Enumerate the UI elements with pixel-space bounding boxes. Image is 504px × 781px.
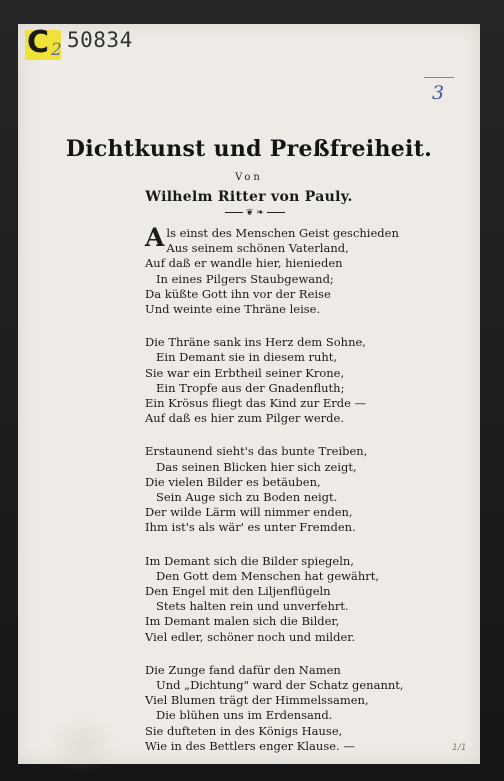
drop-cap: A	[145, 223, 165, 252]
verse-line: Den Gott dem Menschen hat gewährt,	[156, 568, 380, 583]
verse-line: Ihm ist's als wär' es unter Fremden.	[145, 520, 356, 535]
verse-line: Der wilde Lärm will nimmer enden,	[145, 505, 353, 520]
verse-line: Die vielen Bilder es betäuben,	[145, 474, 321, 489]
verse-line: Sie dufteten in des Königs Hause,	[145, 723, 343, 738]
verse-line: ls einst des Menschen Geist geschieden	[166, 226, 399, 240]
page-number: 3	[432, 82, 445, 104]
verse-line: Im Demant sich die Bilder spiegeln,	[145, 553, 354, 568]
verse-line: Ein Krösus fliegt das Kind zur Erde —	[145, 396, 367, 411]
verse-line: Das seinen Blicken hier sich zeigt,	[156, 459, 357, 474]
stanza	[145, 663, 470, 754]
verse-line: Da küßte Gott ihn vor der Reise	[145, 286, 331, 301]
verse-line: Sie war ein Erbtheil seiner Krone,	[145, 365, 345, 380]
verse-line: Die Thräne sank ins Herz dem Sohne,	[145, 335, 366, 350]
verse-line: Ein Tropfe aus der Gnadenfluth;	[156, 380, 345, 395]
verse-line: Ein Demant sie in diesem ruht,	[156, 350, 338, 365]
verse-line: Und weinte eine Thräne leise.	[145, 302, 321, 317]
verse-line: Viel edler, schöner noch und milder.	[145, 629, 356, 644]
archive-mark: 1/1	[452, 743, 467, 753]
author-name: Wilhelm Ritter von Pauly.	[145, 189, 353, 205]
verse-line: Erstaunend sieht's das bunte Treiben,	[145, 444, 368, 459]
paper-stain	[48, 714, 118, 774]
verse-line: Wie in des Bettlers enger Klause. —	[145, 738, 355, 753]
stanza	[145, 223, 470, 317]
verse-line: Aus seinem schönen Vaterland,	[166, 241, 349, 256]
stanza	[145, 335, 470, 426]
verse-line: Die Zunge fand dafür den Namen	[145, 662, 341, 677]
verse-line: In eines Pilgers Staubgewand;	[156, 271, 334, 286]
title-ornament	[200, 207, 310, 219]
shelf-number: 50834	[67, 28, 133, 52]
stanza	[145, 554, 470, 645]
verse-line: Viel Blumen trägt der Himmelssamen,	[145, 693, 369, 708]
document-title: Dichtkunst und Preßfreiheit.	[65, 136, 433, 162]
ornament-line-right	[267, 212, 285, 213]
pencil-dash	[424, 77, 454, 78]
verse-line: Auf daß es hier zum Pilger werde.	[145, 411, 344, 426]
pencil-mark: 2	[51, 40, 62, 60]
verse-line: Und „Dichtung" ward der Schatz genannt,	[156, 678, 404, 693]
verse-line: Den Engel mit den Liljenflügeln	[145, 584, 331, 599]
verse-line: Die blühen uns im Erdensand.	[156, 708, 333, 723]
byline: Von	[235, 172, 263, 183]
verse-line: Stets halten rein und unverfehrt.	[156, 599, 349, 614]
ornament-line-left	[225, 212, 243, 213]
poem-body	[145, 223, 470, 772]
verse-line: Auf daß er wandle hier, hienieden	[145, 256, 343, 271]
verse-line: Im Demant malen sich die Bilder,	[145, 614, 340, 629]
library-label-letter: C	[27, 25, 50, 60]
verse-line: Sein Auge sich zu Boden neigt.	[156, 490, 338, 505]
ornament-glyphs: ❦ ❧	[246, 208, 264, 218]
stanza	[145, 444, 470, 535]
